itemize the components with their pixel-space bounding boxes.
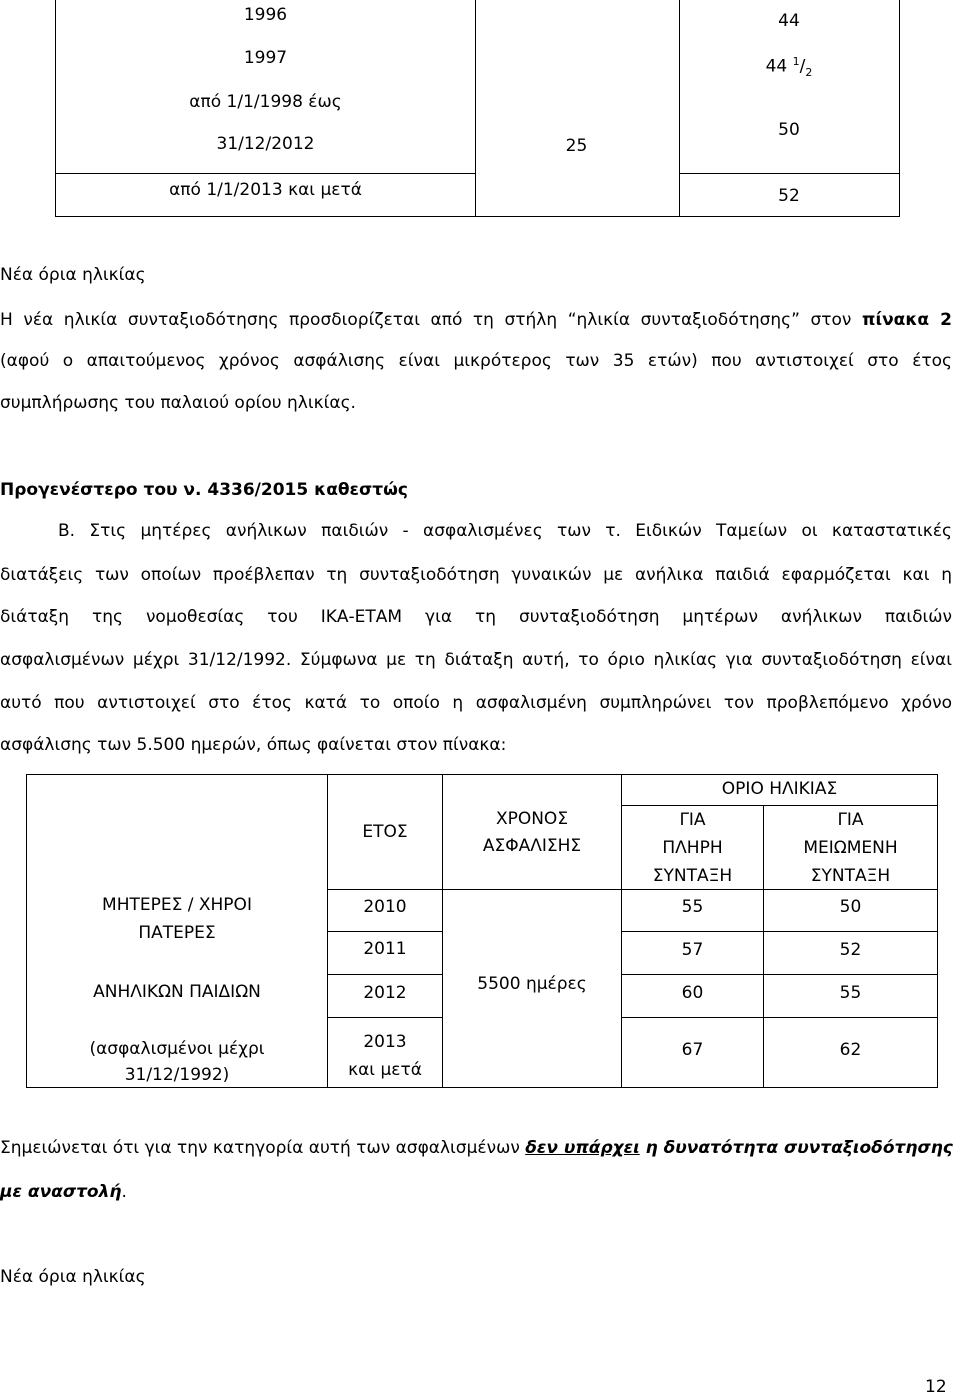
reduced-age-cell (763, 931, 938, 975)
years-column (55, 0, 476, 217)
year-cell (327, 974, 443, 1018)
category-line: ΑΝΗΛΙΚΩΝ ΠΑΙΔΙΩΝ (93, 982, 261, 1002)
ages-column (679, 0, 900, 217)
full-pension-label: ΓΙΑ (679, 810, 706, 830)
insurance-header-label: ΧΡΟΝΟΣ (495, 809, 569, 829)
reduced-pension-label: ΜΕΙΩΜΕΝΗ (803, 838, 898, 858)
paragraph-line: διατάξεις των οποίων προέβλεπαν τη συνταξιοδότηση γυναικών με ανήλικα παιδιά εφαρμόζεται και η (0, 565, 952, 585)
category-cell (26, 774, 328, 1088)
full-age-cell (621, 889, 764, 932)
year-cell: 1996 (243, 5, 288, 25)
paragraph-line: ασφαλισμένων μέχρι 31/12/1992. Σύμφωνα με τη διάταξη αυτή, το όριο ηλικίας για συνταξιοδότηση είναι (0, 650, 952, 670)
full-age-cell (621, 974, 764, 1018)
full-pension-label: ΣΥΝΤΑΞΗ (652, 866, 733, 886)
paragraph-line: Η νέα ηλικία συνταξιοδότησης προσδιορίζεται από τη στήλη “ηλικία συνταξιοδότησης” στον πίνακα 2 (0, 310, 952, 330)
category-line: ΜΗΤΕΡΕΣ / ΧΗΡΟΙ (102, 895, 252, 915)
year-value: 2012 (363, 983, 407, 1003)
category-line: ΠΑΤΕΡΕΣ (138, 923, 216, 943)
year-value: 2010 (363, 897, 407, 917)
section-heading: Νέα όρια ηλικίας (0, 1267, 146, 1287)
category-line: (ασφαλισμένοι μέχρι (89, 1039, 265, 1059)
full-pension-label: ΠΛΗΡΗ (662, 838, 723, 858)
full-pension-header (621, 805, 764, 890)
insurance-value: 5500 ημέρες (477, 974, 587, 994)
reduced-age-value: 50 (839, 897, 862, 917)
paragraph-line: διάταξη της νομοθεσίας του ΙΚΑ-ΕΤΑΜ για τη συνταξιοδότηση μητέρων ανήλικων παιδιών (0, 607, 952, 627)
year-value: 2011 (363, 939, 407, 959)
paragraph-line: (αφού ο απαιτούμενος χρόνος ασφάλισης είναι μικρότερος των 35 ετών) που αντιστοιχεί στο έτος (0, 351, 952, 371)
reduced-pension-label: ΓΙΑ (837, 810, 864, 830)
year-header-label: ΕΤΟΣ (362, 822, 408, 842)
age-cell: 44 (778, 11, 800, 31)
reduced-age-value: 62 (839, 1040, 862, 1060)
year-cell: από 1/1/2013 και μετά (169, 180, 362, 200)
full-age-value: 60 (681, 983, 704, 1003)
section-heading: Νέα όρια ηλικίας (0, 265, 146, 285)
insurance-header-label: ΑΣΦΑΛΙΣΗΣ (482, 836, 582, 856)
reduced-pension-label: ΣΥΝΤΑΞΗ (810, 866, 891, 886)
year-header (327, 774, 443, 890)
age-limit-label: ΟΡΙΟ ΗΛΙΚΙΑΣ (721, 779, 838, 799)
reduced-age-value: 52 (839, 940, 862, 960)
note-line: με αναστολή. (0, 1182, 127, 1202)
insurance-cell (442, 889, 622, 1088)
paragraph-line: αυτό που αντιστοιχεί στο έτος κατά το οποίο η ασφαλισμένη συμπληρώνει τον προβλεπόμενο χρόνο (0, 693, 952, 713)
subheading: Β. Στις μητέρες ανήλικων παιδιών - ασφαλισμένες των τ. Ειδικών Ταμείων οι καταστατικές (58, 521, 952, 541)
full-age-value: 57 (681, 940, 704, 960)
year-cell: 1997 (243, 48, 288, 68)
middle-column (474, 0, 680, 217)
reduced-age-cell (763, 1017, 938, 1088)
reduced-age-cell (763, 889, 938, 932)
age-table-top (55, 0, 899, 216)
year-value: 2013 (363, 1032, 407, 1052)
year-value: και μετά (348, 1060, 422, 1080)
year-cell (327, 931, 443, 975)
reduced-pension-header (763, 805, 938, 890)
year-cell: 31/12/2012 (216, 134, 315, 154)
full-age-value: 55 (681, 897, 704, 917)
category-line: 31/12/1992) (124, 1065, 230, 1085)
full-age-value: 67 (681, 1040, 704, 1060)
paragraph-line: συμπλήρωσης του παλαιού ορίου ηλικίας. (0, 393, 356, 413)
age-cell: 50 (778, 120, 800, 140)
page-number: 12 (925, 1377, 947, 1397)
insurance-years-cell: 25 (565, 136, 588, 156)
age-limit-header (621, 774, 938, 806)
full-age-cell (621, 1017, 764, 1088)
paragraph-line: ασφάλισης των 5.500 ημερών, όπως φαίνεται στον πίνακα: (0, 735, 507, 755)
full-age-cell (621, 931, 764, 975)
age-cell: 52 (778, 186, 800, 206)
insurance-header (442, 774, 622, 890)
note-line: Σημειώνεται ότι για την κατηγορία αυτή των ασφαλισμένων δεν υπάρχει η δυνατότητα συνταξιοδότησης (0, 1138, 953, 1158)
section-heading: Προγενέστερο του ν. 4336/2015 καθεστώς (0, 480, 408, 500)
reduced-age-value: 55 (839, 983, 862, 1003)
reduced-age-cell (763, 974, 938, 1018)
year-cell (327, 889, 443, 932)
year-cell (327, 1017, 443, 1088)
age-cell: 44 $^1/_2$ (765, 55, 813, 80)
year-cell: από 1/1/1998 έως (189, 92, 342, 112)
